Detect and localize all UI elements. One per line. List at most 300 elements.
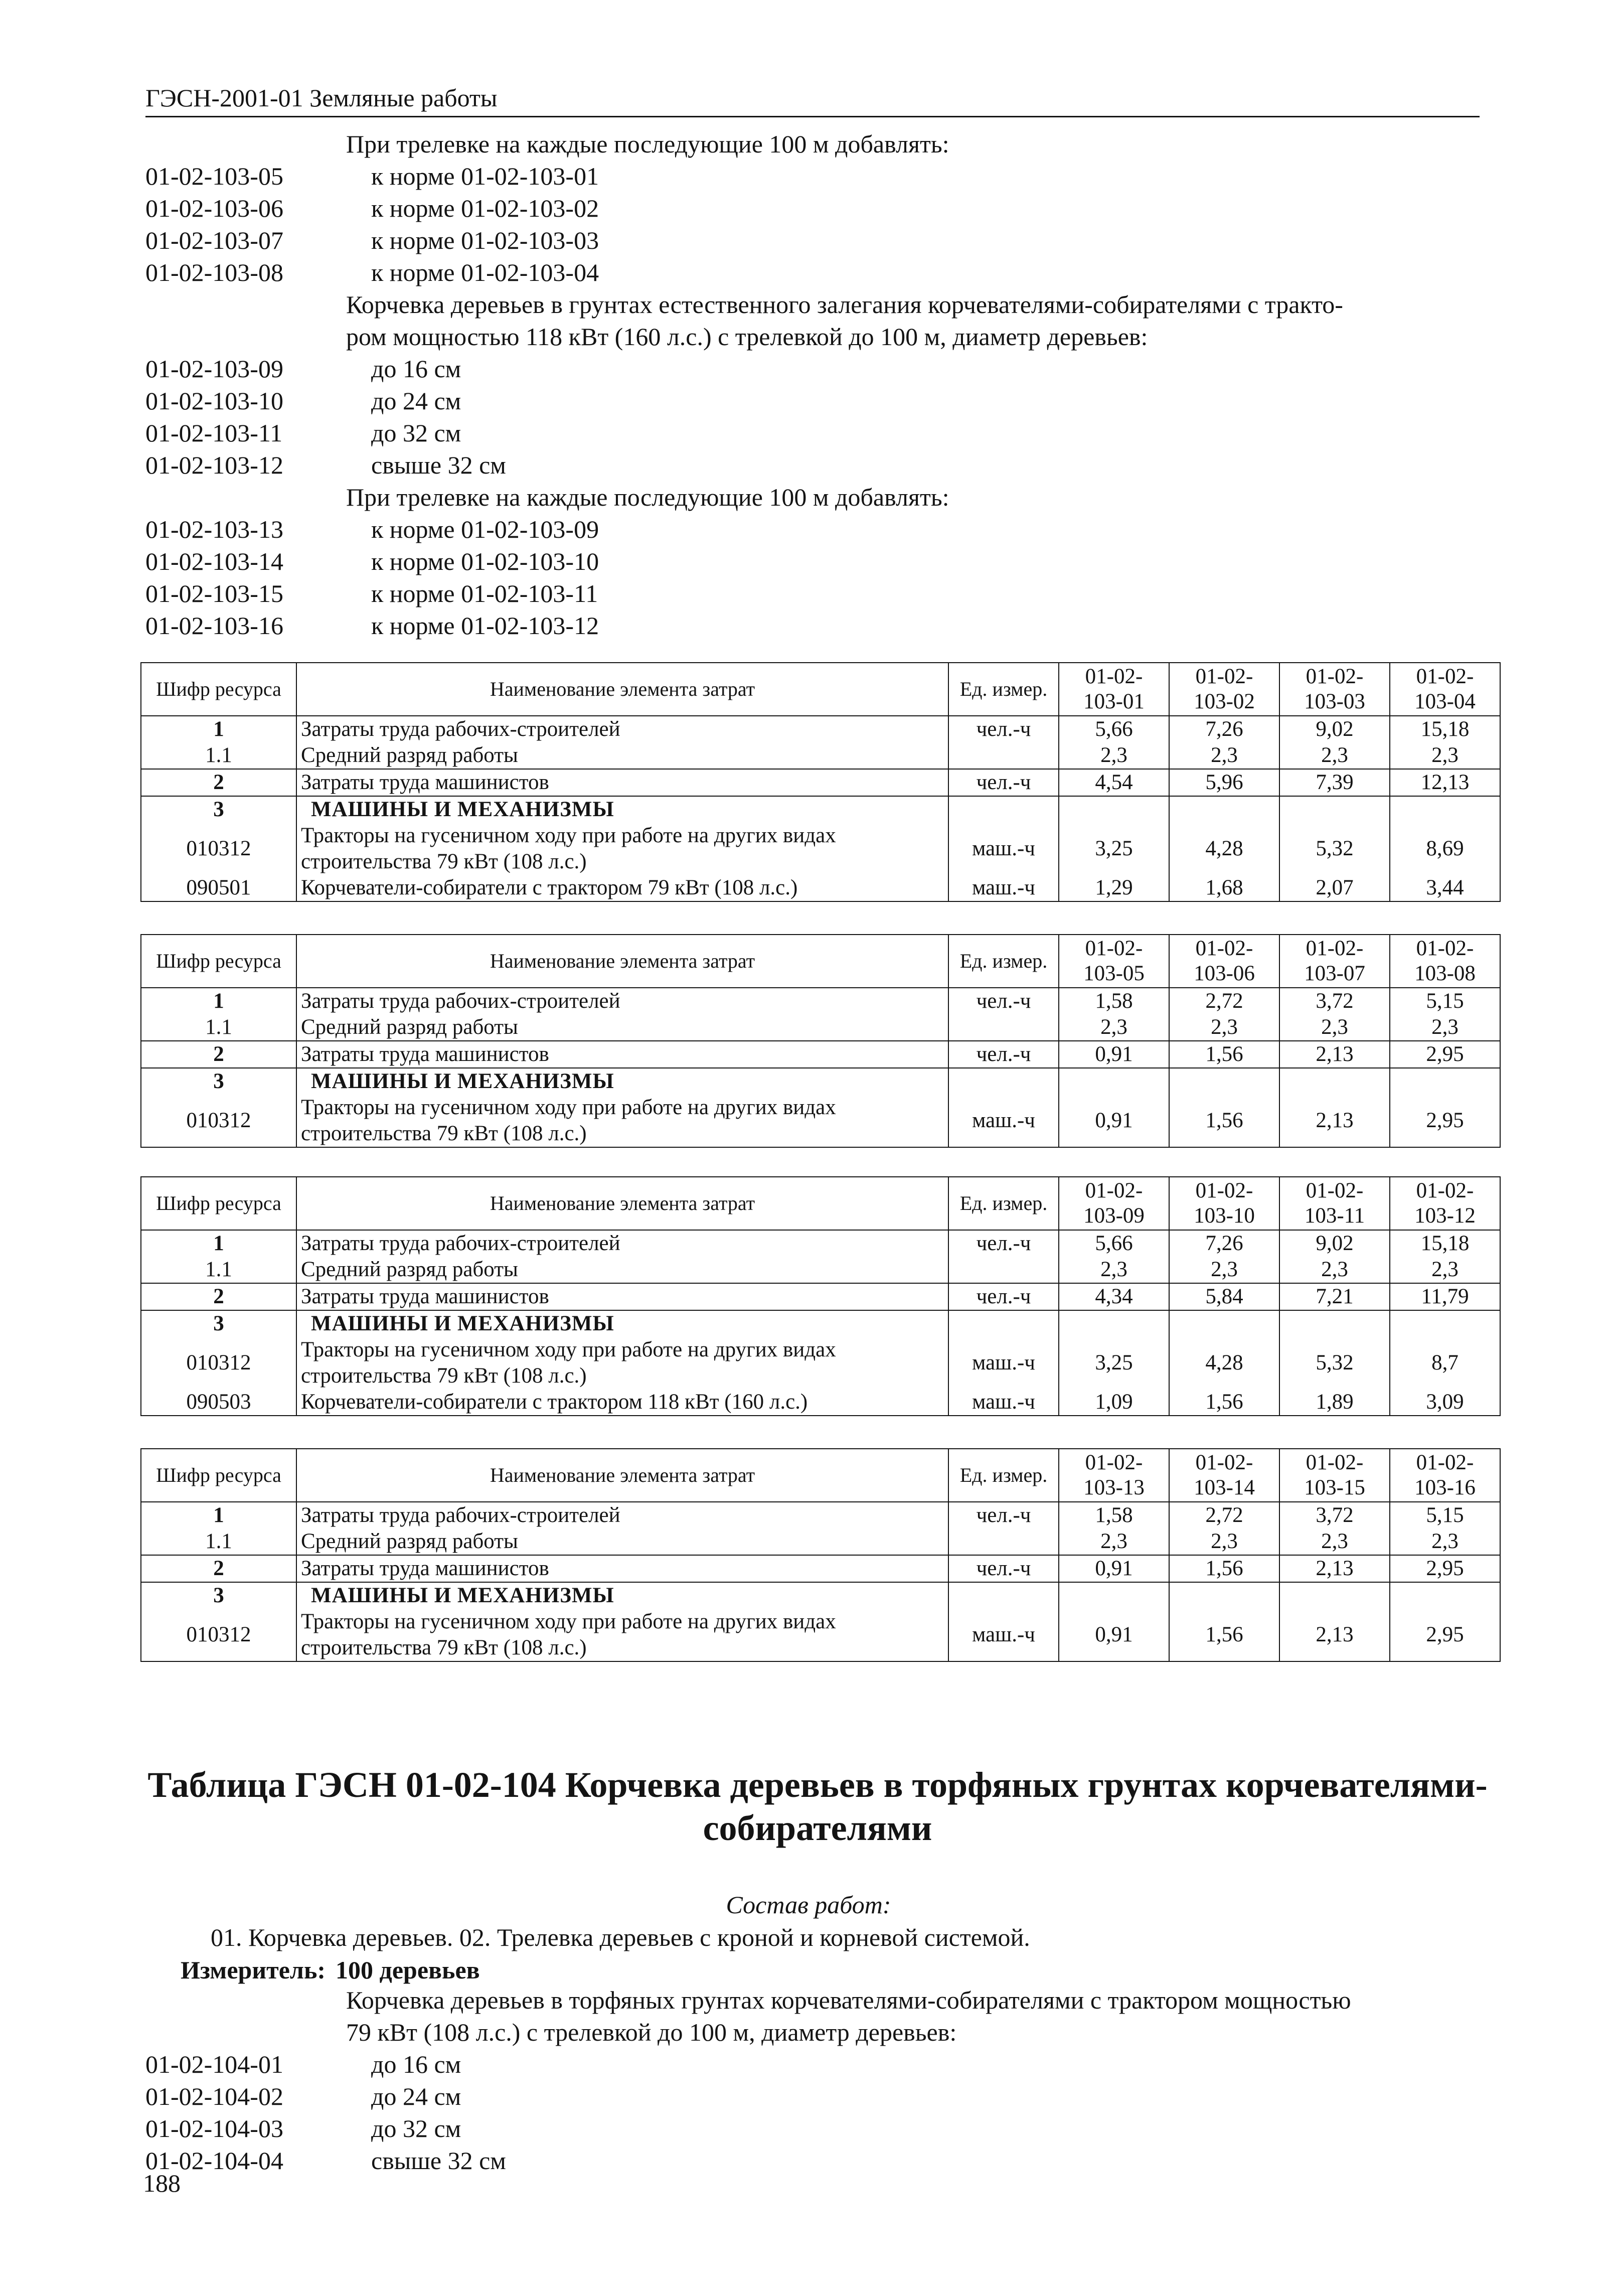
norm-code: 01-02-104-02 bbox=[145, 2082, 283, 2110]
norm-code-part: 103-08 bbox=[1414, 962, 1476, 985]
norm-code-part: 01-02- bbox=[1416, 1179, 1474, 1202]
unit-cell bbox=[948, 1068, 1059, 1095]
norm-description: свыше 32 см bbox=[371, 451, 506, 479]
resource-name-cell bbox=[296, 1582, 948, 1609]
norm-code-part: 01-02- bbox=[1306, 937, 1364, 960]
value-cell bbox=[1059, 1310, 1169, 1337]
norm-code: 01-02-103-08 bbox=[145, 258, 283, 286]
norm-code: 01-02-103-09 bbox=[145, 355, 283, 383]
norm-code-part: 01-02- bbox=[1195, 1451, 1253, 1474]
value-cell: 0,91 bbox=[1059, 1041, 1169, 1068]
norm-code-part: 103-03 bbox=[1304, 690, 1365, 713]
resource-name-cell bbox=[296, 1528, 948, 1555]
table-row bbox=[141, 1502, 1500, 1528]
value-cell bbox=[1169, 1068, 1279, 1095]
paragraph-line: 79 кВт (108 л.с.) с трелевкой до 100 м, диаметр деревьев: bbox=[346, 2018, 957, 2046]
norm-code-part: 01-02- bbox=[1416, 1451, 1474, 1474]
table-row bbox=[141, 1389, 1500, 1416]
resource-code-cell: 090503 bbox=[141, 1389, 296, 1416]
value-cell: 2,3 bbox=[1169, 1257, 1279, 1283]
resource-table-2 bbox=[140, 934, 1501, 1148]
resource-name-cell bbox=[296, 1502, 948, 1528]
unit-cell: чел.-ч bbox=[948, 1041, 1059, 1068]
norm-code: 01-02-104-04 bbox=[145, 2147, 283, 2175]
resource-name: Тракторы на гусеничном ходу при работе на других видах bbox=[301, 1610, 836, 1633]
value-cell: 0,91 bbox=[1059, 1609, 1169, 1661]
unit-cell bbox=[948, 1528, 1059, 1555]
resource-name-cell bbox=[296, 1609, 948, 1661]
resource-code-cell: 1.1 bbox=[141, 1257, 296, 1283]
list-item bbox=[145, 609, 1490, 642]
norm-description: свыше 32 см bbox=[371, 2147, 506, 2175]
table-row bbox=[141, 823, 1500, 875]
resource-name: Средний разряд работы bbox=[301, 1258, 518, 1281]
header-unit-cell: Ед. измер. bbox=[948, 1449, 1059, 1502]
value-cell: 1,89 bbox=[1279, 1389, 1390, 1416]
value-cell: 4,28 bbox=[1169, 1337, 1279, 1389]
table-row bbox=[141, 796, 1500, 823]
table-header-row bbox=[141, 663, 1500, 716]
norm-description: до 32 см bbox=[371, 419, 461, 447]
table-row bbox=[141, 988, 1500, 1014]
value-cell: 2,3 bbox=[1390, 1257, 1500, 1283]
unit-cell bbox=[948, 1582, 1059, 1609]
resource-name-cont: строительства 79 кВт (108 л.с.) bbox=[301, 1636, 587, 1659]
table-row bbox=[141, 1528, 1500, 1555]
value-cell: 3,09 bbox=[1390, 1389, 1500, 1416]
value-cell: 4,54 bbox=[1059, 769, 1169, 796]
value-cell: 2,3 bbox=[1390, 1528, 1500, 1555]
value-cell bbox=[1169, 1310, 1279, 1337]
section-title bbox=[140, 1763, 1495, 1850]
resource-name-cell bbox=[296, 1230, 948, 1257]
running-header: ГЭСН-2001-01 Земляные работы bbox=[145, 83, 1480, 117]
norm-code: 01-02-103-10 bbox=[145, 387, 283, 415]
norm-code-part: 103-07 bbox=[1304, 962, 1365, 985]
header-code-cell: Шифр ресурса bbox=[141, 935, 296, 988]
resource-name: Средний разряд работы bbox=[301, 743, 518, 767]
norm-code-part: 103-15 bbox=[1304, 1476, 1365, 1499]
resource-name-cell bbox=[296, 1337, 948, 1389]
resource-name: Затраты труда машинистов bbox=[301, 771, 549, 794]
header-unit-cell: Ед. измер. bbox=[948, 663, 1059, 716]
value-cell: 9,02 bbox=[1279, 716, 1390, 742]
value-cell: 5,66 bbox=[1059, 1230, 1169, 1257]
resource-code-cell: 010312 bbox=[141, 1609, 296, 1661]
list-item bbox=[145, 577, 1490, 609]
header-code-cell: Шифр ресурса bbox=[141, 1449, 296, 1502]
value-cell: 2,13 bbox=[1279, 1041, 1390, 1068]
resource-table-4 bbox=[140, 1448, 1501, 1662]
list-item bbox=[145, 449, 1490, 481]
resource-code-cell: 010312 bbox=[141, 823, 296, 875]
value-cell bbox=[1169, 796, 1279, 823]
value-cell bbox=[1169, 1582, 1279, 1609]
resource-code-cell: 2 bbox=[141, 1041, 296, 1068]
norm-code: 01-02-103-05 bbox=[145, 162, 283, 190]
resource-code-cell: 3 bbox=[141, 1068, 296, 1095]
resource-name-cell bbox=[296, 1283, 948, 1310]
value-cell: 2,13 bbox=[1279, 1095, 1390, 1147]
norm-code: 01-02-103-15 bbox=[145, 579, 283, 607]
list-item bbox=[145, 513, 1490, 545]
table-row bbox=[141, 716, 1500, 742]
value-cell: 2,95 bbox=[1390, 1555, 1500, 1582]
norm-description: к норме 01-02-103-01 bbox=[371, 162, 599, 190]
unit-cell bbox=[948, 1257, 1059, 1283]
resource-name: Средний разряд работы bbox=[301, 1529, 518, 1553]
table-row bbox=[141, 1337, 1500, 1389]
norm-code-part: 01-02- bbox=[1306, 1451, 1364, 1474]
resource-name-cont: строительства 79 кВт (108 л.с.) bbox=[301, 1122, 587, 1145]
norm-description: к норме 01-02-103-04 bbox=[371, 258, 599, 286]
value-cell: 2,95 bbox=[1390, 1041, 1500, 1068]
value-cell: 7,21 bbox=[1279, 1283, 1390, 1310]
table-row bbox=[141, 1095, 1500, 1147]
value-cell: 2,3 bbox=[1279, 742, 1390, 769]
header-norm-cell bbox=[1059, 1449, 1169, 1502]
list-item bbox=[145, 353, 1490, 385]
norm-list-bottom bbox=[145, 1984, 1490, 2177]
value-cell: 2,95 bbox=[1390, 1609, 1500, 1661]
resource-code-cell: 1 bbox=[141, 988, 296, 1014]
resource-name-cell bbox=[296, 1555, 948, 1582]
value-cell bbox=[1390, 1068, 1500, 1095]
header-norm-cell bbox=[1390, 1449, 1500, 1502]
resource-name-cell bbox=[296, 823, 948, 875]
resource-name-cell bbox=[296, 1310, 948, 1337]
header-norm-cell bbox=[1279, 1177, 1390, 1230]
list-item bbox=[145, 385, 1490, 417]
norm-description: к норме 01-02-103-10 bbox=[371, 547, 599, 575]
value-cell: 2,13 bbox=[1279, 1609, 1390, 1661]
norm-code: 01-02-103-13 bbox=[145, 515, 283, 543]
resource-code-cell: 1.1 bbox=[141, 1528, 296, 1555]
value-cell: 2,3 bbox=[1059, 1528, 1169, 1555]
header-name-cell: Наименование элемента затрат bbox=[296, 663, 948, 716]
header-code-cell: Шифр ресурса bbox=[141, 1177, 296, 1230]
norm-code: 01-02-103-07 bbox=[145, 226, 283, 254]
unit-cell: маш.-ч bbox=[948, 1337, 1059, 1389]
value-cell: 0,91 bbox=[1059, 1095, 1169, 1147]
list-item bbox=[145, 224, 1490, 256]
unit-cell: чел.-ч bbox=[948, 769, 1059, 796]
norm-code-part: 103-16 bbox=[1414, 1476, 1476, 1499]
header-norm-cell bbox=[1279, 663, 1390, 716]
resource-code-cell: 1 bbox=[141, 716, 296, 742]
value-cell: 1,56 bbox=[1169, 1555, 1279, 1582]
norm-code-part: 01-02- bbox=[1085, 937, 1143, 960]
resource-name: Затраты труда машинистов bbox=[301, 1285, 549, 1308]
value-cell bbox=[1059, 1582, 1169, 1609]
value-cell: 2,3 bbox=[1279, 1014, 1390, 1041]
unit-cell: чел.-ч bbox=[948, 1283, 1059, 1310]
table-row bbox=[141, 875, 1500, 901]
value-cell bbox=[1279, 1310, 1390, 1337]
norm-code-part: 01-02- bbox=[1085, 665, 1143, 688]
header-norm-cell bbox=[1169, 663, 1279, 716]
norm-code-part: 01-02- bbox=[1195, 937, 1253, 960]
value-cell: 2,95 bbox=[1390, 1095, 1500, 1147]
table-header-row bbox=[141, 1449, 1500, 1502]
value-cell: 1,29 bbox=[1059, 875, 1169, 901]
value-cell: 1,68 bbox=[1169, 875, 1279, 901]
value-cell: 3,25 bbox=[1059, 1337, 1169, 1389]
resource-name-cell bbox=[296, 1389, 948, 1416]
intro-line: При трелевке на каждые последующие 100 м добавлять: bbox=[346, 483, 949, 511]
value-cell: 2,3 bbox=[1279, 1257, 1390, 1283]
list-item bbox=[145, 417, 1490, 449]
table-header-row bbox=[141, 935, 1500, 988]
value-cell bbox=[1059, 1068, 1169, 1095]
value-cell: 4,28 bbox=[1169, 823, 1279, 875]
list-item bbox=[145, 2112, 1490, 2145]
paragraph-line: Корчевка деревьев в торфяных грунтах корчевателями-собирателями с трактором мощностью bbox=[346, 1986, 1351, 2014]
value-cell: 1,56 bbox=[1169, 1095, 1279, 1147]
value-cell bbox=[1390, 796, 1500, 823]
value-cell: 2,72 bbox=[1169, 1502, 1279, 1528]
value-cell: 2,3 bbox=[1390, 1014, 1500, 1041]
resource-code-cell: 3 bbox=[141, 1310, 296, 1337]
unit-cell: маш.-ч bbox=[948, 1609, 1059, 1661]
unit-cell bbox=[948, 1014, 1059, 1041]
table-row bbox=[141, 1068, 1500, 1095]
unit-cell: чел.-ч bbox=[948, 1555, 1059, 1582]
value-cell: 2,3 bbox=[1059, 742, 1169, 769]
table-row bbox=[141, 1555, 1500, 1582]
value-cell: 1,58 bbox=[1059, 988, 1169, 1014]
value-cell: 2,3 bbox=[1390, 742, 1500, 769]
norm-code-part: 103-09 bbox=[1083, 1204, 1145, 1228]
resource-code-cell: 3 bbox=[141, 1582, 296, 1609]
resource-code-cell: 010312 bbox=[141, 1337, 296, 1389]
norm-code: 01-02-103-14 bbox=[145, 547, 283, 575]
unit-cell bbox=[948, 796, 1059, 823]
composition-label: Состав работ: bbox=[726, 1891, 891, 1919]
value-cell: 1,09 bbox=[1059, 1389, 1169, 1416]
value-cell: 4,34 bbox=[1059, 1283, 1169, 1310]
value-cell: 12,13 bbox=[1390, 769, 1500, 796]
norm-code-part: 103-04 bbox=[1414, 690, 1476, 713]
value-cell: 5,15 bbox=[1390, 1502, 1500, 1528]
value-cell: 5,66 bbox=[1059, 716, 1169, 742]
unit-cell: чел.-ч bbox=[948, 988, 1059, 1014]
value-cell: 15,18 bbox=[1390, 716, 1500, 742]
value-cell: 2,3 bbox=[1169, 1528, 1279, 1555]
header-norm-cell bbox=[1279, 1449, 1390, 1502]
header-norm-cell bbox=[1059, 1177, 1169, 1230]
header-norm-cell bbox=[1390, 1177, 1500, 1230]
resource-code-cell: 2 bbox=[141, 769, 296, 796]
resource-code-cell: 1.1 bbox=[141, 1014, 296, 1041]
resource-name-cell bbox=[296, 1014, 948, 1041]
table-row bbox=[141, 1041, 1500, 1068]
value-cell: 2,3 bbox=[1059, 1257, 1169, 1283]
norm-description: к норме 01-02-103-11 bbox=[371, 579, 598, 607]
value-cell: 3,72 bbox=[1279, 1502, 1390, 1528]
value-cell: 3,72 bbox=[1279, 988, 1390, 1014]
value-cell: 5,15 bbox=[1390, 988, 1500, 1014]
table-row bbox=[141, 1014, 1500, 1041]
resource-name-cell bbox=[296, 988, 948, 1014]
resource-name-cont: строительства 79 кВт (108 л.с.) bbox=[301, 850, 587, 873]
value-cell: 2,07 bbox=[1279, 875, 1390, 901]
table-row bbox=[141, 1582, 1500, 1609]
norm-code-part: 103-14 bbox=[1194, 1476, 1255, 1499]
table-row bbox=[141, 1310, 1500, 1337]
resource-name-cell bbox=[296, 1095, 948, 1147]
value-cell bbox=[1279, 796, 1390, 823]
resource-name-cell bbox=[296, 1041, 948, 1068]
norm-code-part: 01-02- bbox=[1085, 1451, 1143, 1474]
table-row bbox=[141, 1230, 1500, 1257]
value-cell: 8,69 bbox=[1390, 823, 1500, 875]
resource-name: Затраты труда рабочих-строителей bbox=[301, 717, 620, 741]
norm-description: до 24 см bbox=[371, 2082, 461, 2110]
value-cell: 9,02 bbox=[1279, 1230, 1390, 1257]
meter-label: Измеритель: bbox=[181, 1956, 326, 1984]
header-norm-cell bbox=[1169, 1177, 1279, 1230]
value-cell: 15,18 bbox=[1390, 1230, 1500, 1257]
norm-list-top bbox=[145, 128, 1490, 642]
resource-name: Затраты труда машинистов bbox=[301, 1557, 549, 1580]
norm-code: 01-02-104-03 bbox=[145, 2114, 283, 2142]
norm-description: до 32 см bbox=[371, 2114, 461, 2142]
table-row bbox=[141, 1609, 1500, 1661]
header-name-cell: Наименование элемента затрат bbox=[296, 935, 948, 988]
value-cell: 3,25 bbox=[1059, 823, 1169, 875]
norm-description: до 16 см bbox=[371, 2050, 461, 2078]
resource-table-3 bbox=[140, 1176, 1501, 1416]
table-row bbox=[141, 769, 1500, 796]
value-cell: 2,3 bbox=[1059, 1014, 1169, 1041]
list-item bbox=[145, 192, 1490, 224]
list-item bbox=[145, 545, 1490, 577]
list-item bbox=[145, 160, 1490, 192]
norm-code-part: 01-02- bbox=[1085, 1179, 1143, 1202]
resource-name: Затраты труда рабочих-строителей bbox=[301, 1232, 620, 1255]
value-cell: 2,3 bbox=[1279, 1528, 1390, 1555]
norm-code: 01-02-103-06 bbox=[145, 194, 283, 222]
section-title-line: Таблица ГЭСН 01-02-104 Корчевка деревьев в торфяных грунтах корчевателями- bbox=[147, 1765, 1488, 1805]
value-cell: 2,72 bbox=[1169, 988, 1279, 1014]
norm-code-part: 103-10 bbox=[1194, 1204, 1255, 1228]
page-number: 188 bbox=[143, 2169, 181, 2197]
resource-code-cell: 2 bbox=[141, 1555, 296, 1582]
norm-description: к норме 01-02-103-03 bbox=[371, 226, 599, 254]
value-cell: 3,44 bbox=[1390, 875, 1500, 901]
resource-name: МАШИНЫ И МЕХАНИЗМЫ bbox=[311, 1312, 614, 1335]
meter bbox=[181, 1954, 480, 1986]
norm-description: к норме 01-02-103-02 bbox=[371, 194, 599, 222]
norm-description: к норме 01-02-103-12 bbox=[371, 611, 599, 640]
value-cell: 5,32 bbox=[1279, 823, 1390, 875]
norm-description: к норме 01-02-103-09 bbox=[371, 515, 599, 543]
norm-code-part: 01-02- bbox=[1306, 665, 1364, 688]
resource-name: Тракторы на гусеничном ходу при работе на других видах bbox=[301, 1096, 836, 1119]
resource-code-cell: 1 bbox=[141, 1230, 296, 1257]
list-item bbox=[145, 2048, 1490, 2080]
value-cell: 5,32 bbox=[1279, 1337, 1390, 1389]
resource-code-cell: 3 bbox=[141, 796, 296, 823]
norm-code-part: 103-13 bbox=[1083, 1476, 1145, 1499]
value-cell: 0,91 bbox=[1059, 1555, 1169, 1582]
value-cell bbox=[1059, 796, 1169, 823]
norm-code: 01-02-103-11 bbox=[145, 419, 283, 447]
resource-name: Средний разряд работы bbox=[301, 1015, 518, 1039]
header-code-cell: Шифр ресурса bbox=[141, 663, 296, 716]
resource-name-cell bbox=[296, 796, 948, 823]
table-row bbox=[141, 742, 1500, 769]
value-cell: 7,39 bbox=[1279, 769, 1390, 796]
resource-name-cell bbox=[296, 1068, 948, 1095]
value-cell: 8,7 bbox=[1390, 1337, 1500, 1389]
norm-code: 01-02-103-16 bbox=[145, 611, 283, 640]
resource-name-cell bbox=[296, 875, 948, 901]
unit-cell: чел.-ч bbox=[948, 716, 1059, 742]
value-cell: 7,26 bbox=[1169, 716, 1279, 742]
resource-name: МАШИНЫ И МЕХАНИЗМЫ bbox=[311, 798, 614, 821]
norm-code-part: 103-12 bbox=[1414, 1204, 1476, 1228]
paragraph-line: ром мощностью 118 кВт (160 л.с.) с трелевкой до 100 м, диаметр деревьев: bbox=[346, 323, 1148, 351]
header-name-cell: Наименование элемента затрат bbox=[296, 1449, 948, 1502]
resource-name: Корчеватели-собиратели с трактором 79 кВт (108 л.с.) bbox=[301, 876, 798, 899]
composition-text: 01. Корчевка деревьев. 02. Трелевка деревьев с кроной и корневой системой. bbox=[211, 1923, 1030, 1951]
norm-code-part: 01-02- bbox=[1416, 937, 1474, 960]
resource-name: Тракторы на гусеничном ходу при работе на других видах bbox=[301, 1338, 836, 1361]
value-cell: 5,96 bbox=[1169, 769, 1279, 796]
header-unit-cell: Ед. измер. bbox=[948, 935, 1059, 988]
section-title-line: собирателями bbox=[703, 1808, 932, 1848]
norm-description: до 24 см bbox=[371, 387, 461, 415]
header-norm-cell bbox=[1059, 663, 1169, 716]
norm-code-part: 01-02- bbox=[1416, 665, 1474, 688]
value-cell: 1,56 bbox=[1169, 1389, 1279, 1416]
value-cell: 2,3 bbox=[1169, 742, 1279, 769]
table-row bbox=[141, 1257, 1500, 1283]
norm-code-part: 01-02- bbox=[1195, 1179, 1253, 1202]
norm-code-part: 103-05 bbox=[1083, 962, 1145, 985]
unit-cell bbox=[948, 742, 1059, 769]
resource-name: МАШИНЫ И МЕХАНИЗМЫ bbox=[311, 1069, 614, 1093]
intro-line: При трелевке на каждые последующие 100 м добавлять: bbox=[346, 130, 949, 158]
header-norm-cell bbox=[1169, 1449, 1279, 1502]
header-norm-cell bbox=[1059, 935, 1169, 988]
header-norm-cell bbox=[1390, 663, 1500, 716]
norm-code-part: 103-11 bbox=[1304, 1204, 1365, 1228]
resource-code-cell: 1.1 bbox=[141, 742, 296, 769]
list-item bbox=[145, 2145, 1490, 2177]
value-cell: 1,56 bbox=[1169, 1041, 1279, 1068]
resource-name: Затраты труда рабочих-строителей bbox=[301, 1503, 620, 1527]
resource-name-cell bbox=[296, 716, 948, 742]
value-cell bbox=[1279, 1068, 1390, 1095]
resource-code-cell: 2 bbox=[141, 1283, 296, 1310]
resource-name: Затраты труда рабочих-строителей bbox=[301, 989, 620, 1013]
norm-code: 01-02-103-12 bbox=[145, 451, 283, 479]
resource-name-cont: строительства 79 кВт (108 л.с.) bbox=[301, 1364, 587, 1388]
header-norm-cell bbox=[1390, 935, 1500, 988]
header-norm-cell bbox=[1169, 935, 1279, 988]
unit-cell: чел.-ч bbox=[948, 1502, 1059, 1528]
value-cell bbox=[1390, 1582, 1500, 1609]
paragraph-line: Корчевка деревьев в грунтах естественного залегания корчевателями-собирателями с тракто- bbox=[346, 290, 1343, 319]
value-cell: 5,84 bbox=[1169, 1283, 1279, 1310]
unit-cell: чел.-ч bbox=[948, 1230, 1059, 1257]
table-header-row bbox=[141, 1177, 1500, 1230]
norm-code-part: 103-02 bbox=[1194, 690, 1255, 713]
unit-cell: маш.-ч bbox=[948, 875, 1059, 901]
